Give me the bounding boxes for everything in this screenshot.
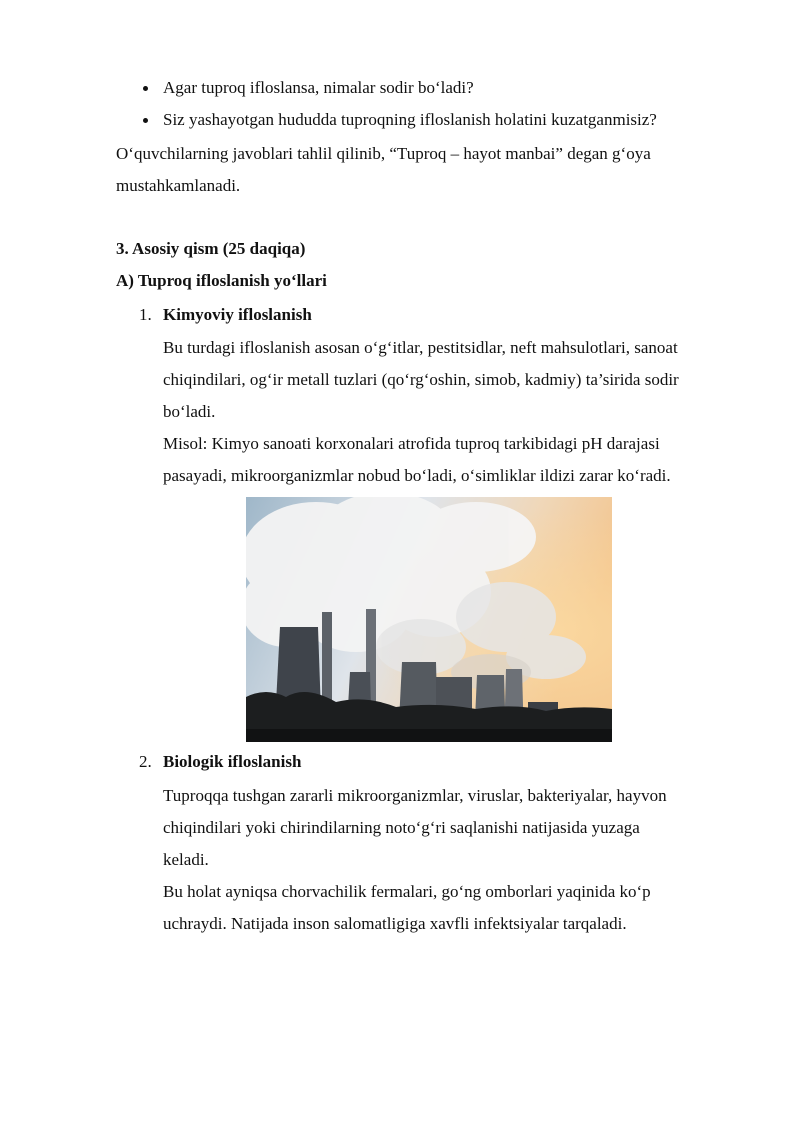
item-text-line: pasayadi, mikroorganizmlar nobud bo‘ladi, o‘simliklar ildizi zarar ko‘radi. <box>163 466 671 485</box>
item-text-line: chiqindilari yoki chirindilarning noto‘g‘ri saqlanishi natijasida yuzaga <box>163 818 640 837</box>
question-item: Agar tuproq ifloslansa, nimalar sodir bo‘ladi? <box>163 78 474 97</box>
summary-line: mustahkamlanadi. <box>116 176 241 195</box>
item-number: 2. <box>139 752 152 771</box>
item-text-line: Bu holat ayniqsa chorvachilik fermalari, go‘ng omborlari yaqinida ko‘p <box>163 882 651 901</box>
bullet-marker <box>143 86 148 91</box>
question-item: Siz yashayotgan hududda tuproqning ifloslanish holatini kuzatganmisiz? <box>163 110 657 129</box>
item-title: Kimyoviy ifloslanish <box>163 305 312 324</box>
item-number: 1. <box>139 305 152 324</box>
item-text-line: bo‘ladi. <box>163 402 216 421</box>
item-text-line: uchraydi. Natijada inson salomatligiga xavfli infektsiyalar tarqaladi. <box>163 914 627 933</box>
item-text-line: chiqindilari, og‘ir metall tuzlari (qo‘rg‘oshin, simob, kadmiy) ta’sirida sodir <box>163 370 679 389</box>
section-heading: 3. Asosiy qism (25 daqiqa) <box>116 239 306 258</box>
item-text-line: Bu turdagi ifloslanish asosan o‘g‘itlar, pestitsidlar, neft mahsulotlari, sanoat <box>163 338 678 357</box>
item-title: Biologik ifloslanish <box>163 752 302 771</box>
summary-line: O‘quvchilarning javoblari tahlil qilinib, “Tuproq – hayot manbai” degan g‘oya <box>116 144 651 163</box>
item-text-line: Tuproqqa tushgan zararli mikroorganizmlar, viruslar, bakteriyalar, hayvon <box>163 786 667 805</box>
factory-smoke-illustration <box>246 497 612 742</box>
subsection-heading: A) Tuproq ifloslanish yo‘llari <box>116 271 327 290</box>
factory-pollution-photo <box>246 497 612 742</box>
item-text-line: keladi. <box>163 850 209 869</box>
bullet-marker <box>143 118 148 123</box>
item-text-line: Misol: Kimyo sanoati korxonalari atrofida tuproq tarkibidagi pH darajasi <box>163 434 660 453</box>
